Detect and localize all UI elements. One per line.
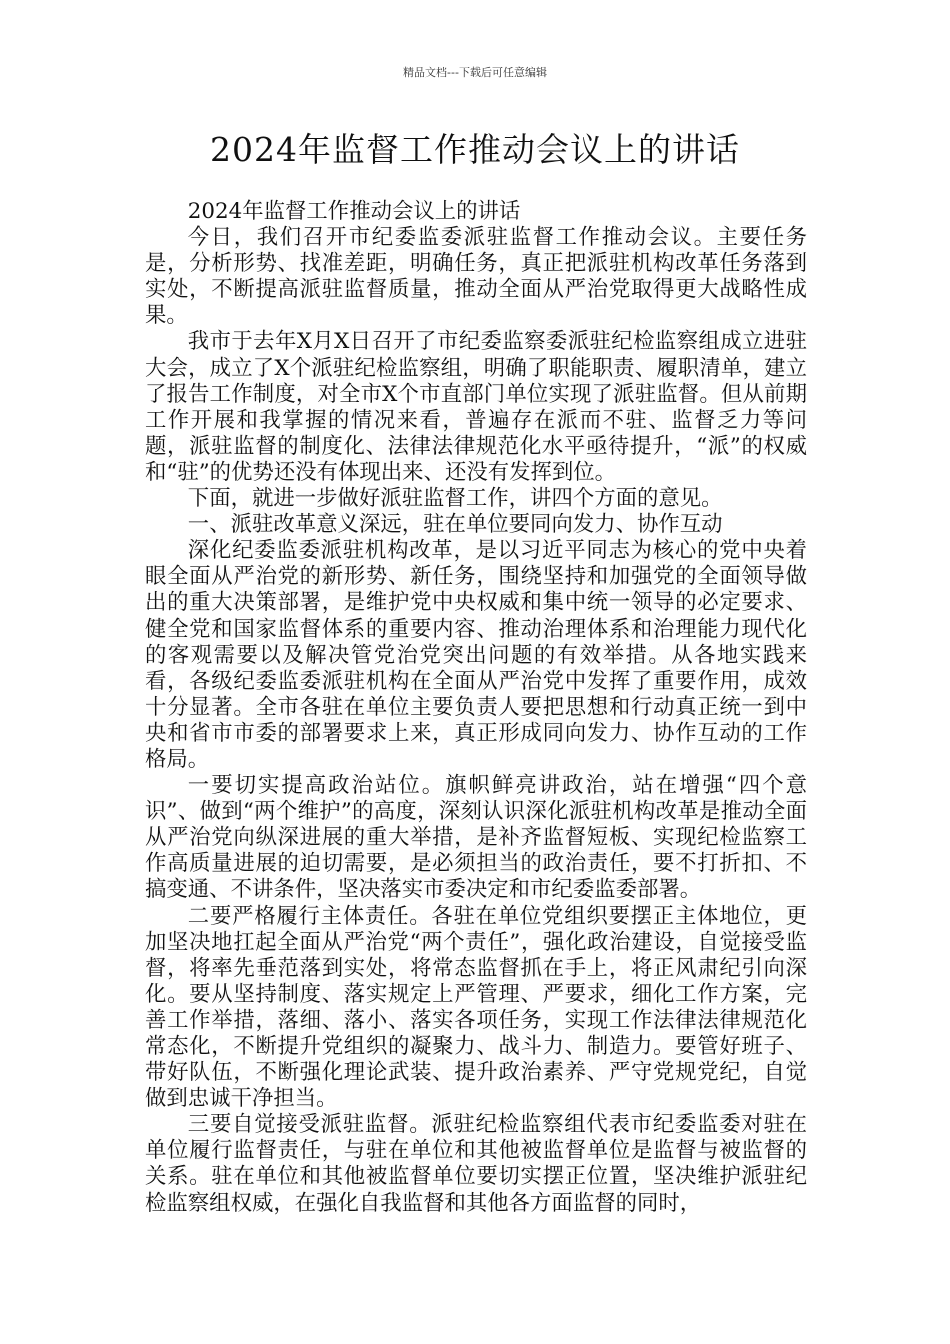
body-paragraph: 下面，就进一步做好派驻监督工作，讲四个方面的意见。 [187, 486, 723, 512]
section-heading: 一、派驻改革意义深远，驻在单位要同向发力、协作互动 [187, 512, 723, 538]
body-paragraph: 一要切实提高政治站位。旗帜鲜亮讲政治，站在增强“四个意识”、做到“两个维护”的高度，深刻认识深化派驻机构改革是推动全面从严治党向纵深进展的重大举措，是补齐监督短板、实现纪检监察工作高质量进展的迫切需要，是必须担当的政治责任，要不打折扣、不搞变通、不讲条件，坚决落实市委决定和市纪委监委部署。 [145, 773, 807, 903]
body-paragraph: 二要严格履行主体责任。各驻在单位党组织要摆正主体地位，更加坚决地扛起全面从严治党“两个责任”，强化政治建设，自觉接受监督，将率先垂范落到实处，将常态监督抓在手上，将正风肃纪引向深化。要从坚持制度、落实规定上严管理、严要求，细化工作方案，完善工作举措，落细、落小、落实各项任务，实现工作法律法律规范化常态化，不断提升党组织的凝聚力、战斗力、制造力。要管好班子、带好队伍，不断强化理论武装、提升政治素养、严守党规党纪，自觉做到忠诚干净担当。 [145, 903, 807, 1112]
body-paragraph: 我市于去年X月X日召开了市纪委监察委派驻纪检监察组成立进驻大会，成立了X个派驻纪检监察组，明确了职能职责、履职清单，建立了报告工作制度，对全市X个市直部门单位实现了派驻监督。但从前期工作开展和我掌握的情况来看，普遍存在派而不驻、监督乏力等问题，派驻监督的制度化、法律法律规范化水平亟待提升，“派”的权威和“驻”的优势还没有体现出来、还没有发挥到位。 [145, 329, 807, 485]
document-body [145, 199, 807, 1217]
header-note: 精品文档---下载后可任意编辑 [403, 66, 547, 79]
document-title: 2024年监督工作推动会议上的讲话 [210, 130, 740, 169]
body-paragraph-subtitle: 2024年监督工作推动会议上的讲话 [187, 199, 521, 224]
body-paragraph: 今日，我们召开市纪委监委派驻监督工作推动会议。主要任务是，分析形势、找准差距，明确任务，真正把派驻机构改革任务落到实处，不断提高派驻监督质量，推动全面从严治党取得更大战略性成果。 [145, 225, 807, 329]
body-paragraph: 深化纪委监委派驻机构改革，是以习近平同志为核心的党中央着眼全面从严治党的新形势、新任务，围绕坚持和加强党的全面领导做出的重大决策部署，是维护党中央权威和集中统一领导的必定要求、健全党和国家监督体系的重要内容、推动治理体系和治理能力现代化的客观需要以及解决管党治党突出问题的有效举措。从各地实践来看，各级纪委监委派驻机构在全面从严治党中发挥了重要作用，成效十分显著。全市各驻在单位主要负责人要把思想和行动真正统一到中央和省市市委的部署要求上来，真正形成同向发力、协作互动的工作格局。 [145, 538, 807, 772]
body-paragraph: 三要自觉接受派驻监督。派驻纪检监察组代表市纪委监委对驻在单位履行监督责任，与驻在单位和其他被监督单位是监督与被监督的关系。驻在单位和其他被监督单位要切实摆正位置，坚决维护派驻纪检监察组权威，在强化自我监督和其他各方面监督的同时， [145, 1112, 807, 1216]
